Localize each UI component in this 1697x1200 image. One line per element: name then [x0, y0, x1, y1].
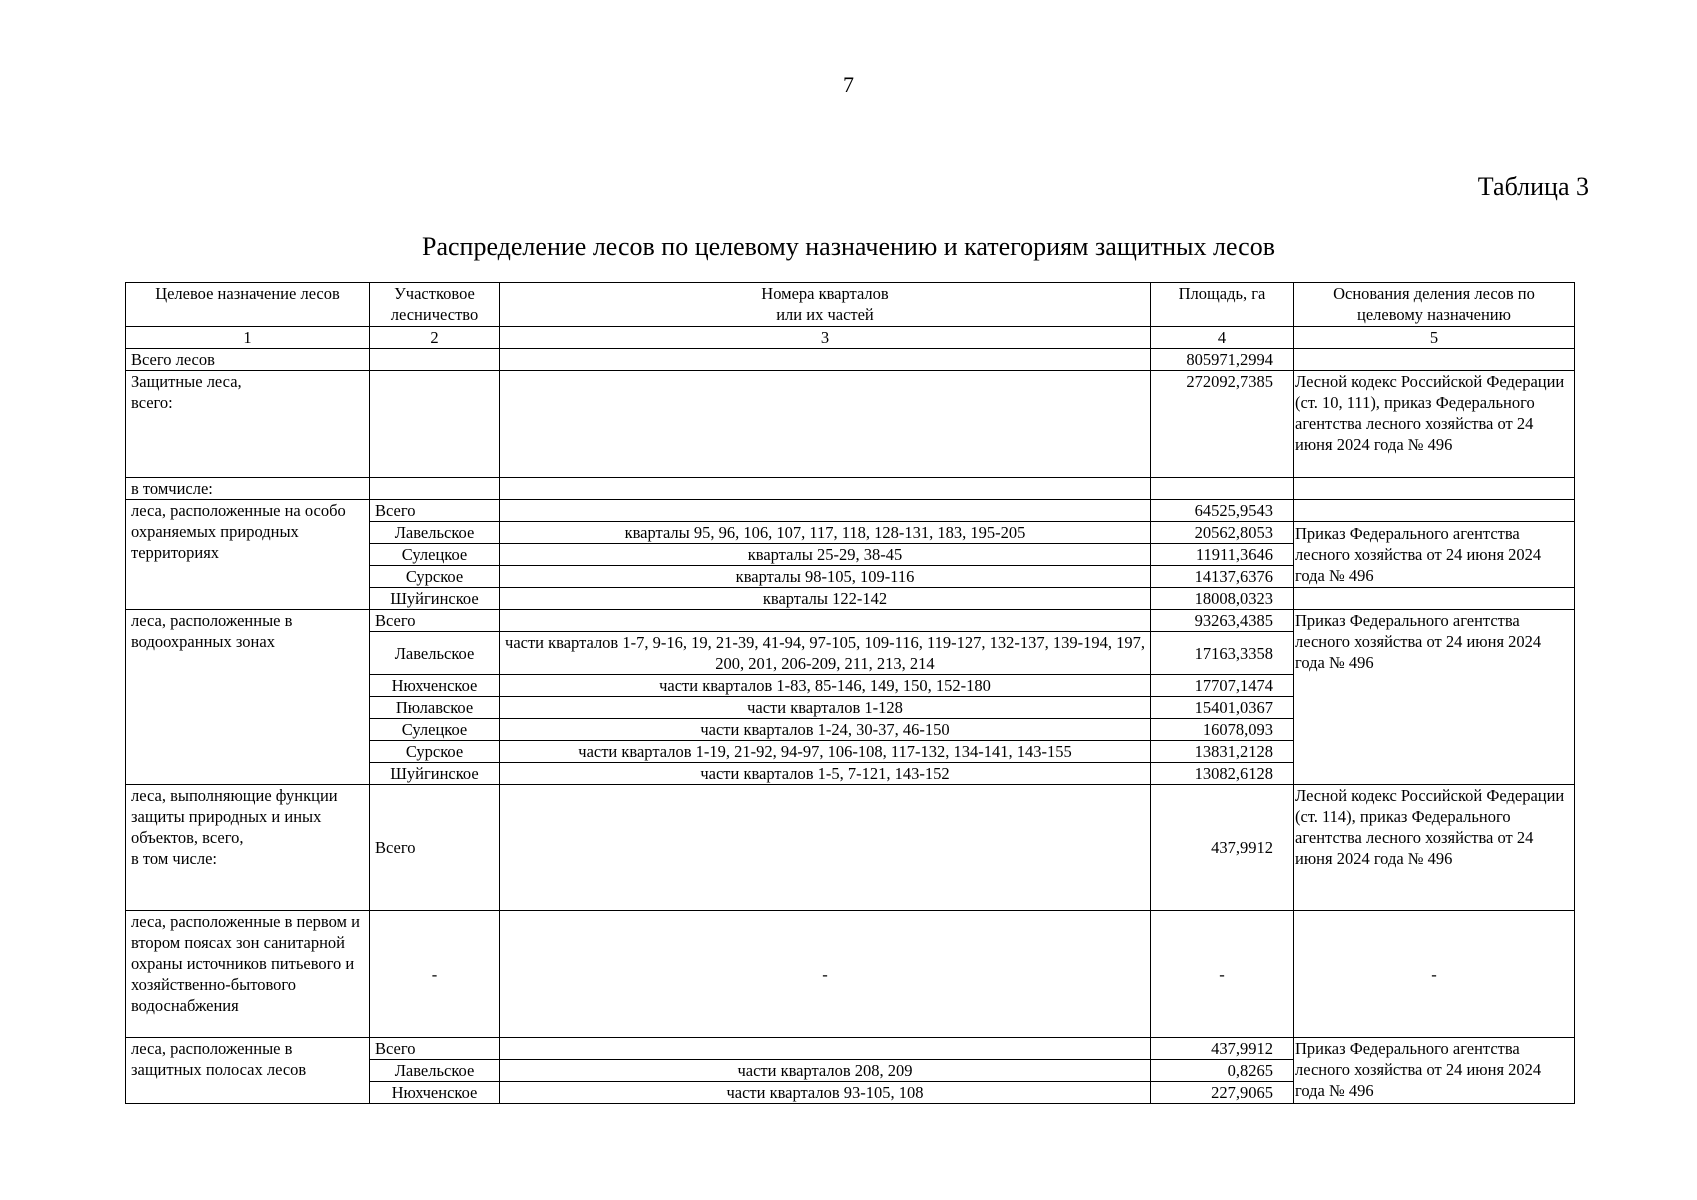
including-row [126, 478, 1575, 500]
protective-row [126, 371, 1575, 478]
quarters-cell: кварталы 95, 96, 106, 107, 117, 118, 128-131, 183, 195-205 [500, 522, 1151, 544]
column-number: 4 [1151, 327, 1294, 349]
total-row [126, 349, 1575, 371]
header-forestry: Участковое лесничество [370, 283, 500, 327]
table-row [126, 500, 1575, 522]
forestry-cell: Нюхченское [370, 675, 500, 697]
quarters-cell: части кварталов 93-105, 108 [500, 1082, 1151, 1104]
natural-basis: Лесной кодекс Российской Федерации (ст. 114), приказ Федерального агентства лесного хозяйства от 24 июня 2024 года № 496 [1294, 785, 1575, 911]
quarters-cell: кварталы 98-105, 109-116 [500, 566, 1151, 588]
protective-label: Защитные леса, всего: [126, 371, 370, 478]
forestry-cell: Всего [370, 785, 500, 911]
area-cell: 15401,0367 [1151, 697, 1294, 719]
header-purpose: Целевое назначение лесов [126, 283, 370, 327]
header-quarters-line1: Номера кварталов [761, 284, 889, 303]
forestry-cell: Шуйгинское [370, 763, 500, 785]
table-label: Таблица 3 [1477, 172, 1589, 201]
column-number: 3 [500, 327, 1151, 349]
quarters-cell [500, 500, 1151, 522]
area-cell: 0,8265 [1151, 1060, 1294, 1082]
quarters-cell: - [500, 911, 1151, 1038]
forestry-cell: Пюлавское [370, 697, 500, 719]
forestry-cell: Лавельское [370, 1060, 500, 1082]
area-cell: 13831,2128 [1151, 741, 1294, 763]
total-label: Всего лесов [126, 349, 370, 371]
header-area: Площадь, га [1151, 283, 1294, 327]
header-basis: Основания деления лесов по целевому назначению [1294, 283, 1575, 327]
quarters-cell: части кварталов 208, 209 [500, 1060, 1151, 1082]
column-numbers-row [126, 327, 1575, 349]
protective-area: 272092,7385 [1151, 371, 1294, 478]
area-cell: 20562,8053 [1151, 522, 1294, 544]
including-label: в томчисле: [126, 478, 370, 500]
quarters-cell [500, 610, 1151, 632]
quarters-cell: кварталы 122-142 [500, 588, 1151, 610]
belts-label: леса, расположенные в защитных полосах лесов [126, 1038, 370, 1104]
oopt-label: леса, расположенные на особо охраняемых природных территориях [126, 500, 370, 610]
quarters-cell: части кварталов 1-83, 85-146, 149, 150, 152-180 [500, 675, 1151, 697]
forestry-cell: Всего [370, 610, 500, 632]
area-cell: 13082,6128 [1151, 763, 1294, 785]
table-row [126, 1038, 1575, 1060]
area-cell: 18008,0323 [1151, 588, 1294, 610]
total-area: 805971,2994 [1151, 349, 1294, 371]
quarters-cell: части кварталов 1-24, 30-37, 46-150 [500, 719, 1151, 741]
forestry-cell: - [370, 911, 500, 1038]
area-cell: 93263,4385 [1151, 610, 1294, 632]
table-row [126, 911, 1575, 1038]
protective-basis: Лесной кодекс Российской Федерации (ст. 10, 111), приказ Федерального агентства лесного хозяйства от 24 июня 2024 года № 496 [1294, 371, 1575, 478]
water-label: леса, расположенные в водоохранных зонах [126, 610, 370, 785]
sanitary-basis: - [1294, 911, 1575, 1038]
area-cell: 437,9912 [1151, 785, 1294, 911]
header-quarters [500, 283, 1151, 327]
area-cell: 17707,1474 [1151, 675, 1294, 697]
forestry-cell: Сулецкое [370, 719, 500, 741]
area-cell: 64525,9543 [1151, 500, 1294, 522]
forestry-cell: Сулецкое [370, 544, 500, 566]
header-quarters-line2: или их частей [776, 305, 874, 324]
forest-distribution-table [125, 282, 1575, 1104]
forestry-cell: Сурское [370, 566, 500, 588]
table-row [126, 785, 1575, 911]
water-basis: Приказ Федерального агентства лесного хозяйства от 24 июня 2024 года № 496 [1294, 610, 1575, 785]
belts-basis: Приказ Федерального агентства лесного хозяйства от 24 июня 2024 года № 496 [1294, 1038, 1575, 1104]
area-cell: 17163,3358 [1151, 632, 1294, 675]
column-number: 5 [1294, 327, 1575, 349]
sanitary-label: леса, расположенные в первом и втором поясах зон санитарной охраны источников питьевого и хозяйственно-бытового водоснабжения [126, 911, 370, 1038]
quarters-cell: части кварталов 1-7, 9-16, 19, 21-39, 41-94, 97-105, 109-116, 119-127, 132-137, 139-194, 197, 200, 201, 206-209, 211, 213, 214 [500, 632, 1151, 675]
column-number: 2 [370, 327, 500, 349]
natural-label: леса, выполняющие функции защиты природных и иных объектов, всего, в том числе: [126, 785, 370, 911]
forestry-cell: Нюхченское [370, 1082, 500, 1104]
area-cell: 227,9065 [1151, 1082, 1294, 1104]
quarters-cell: кварталы 25-29, 38-45 [500, 544, 1151, 566]
area-cell: - [1151, 911, 1294, 1038]
table-row [126, 610, 1575, 632]
forestry-cell: Лавельское [370, 522, 500, 544]
forestry-cell: Всего [370, 1038, 500, 1060]
area-cell: 437,9912 [1151, 1038, 1294, 1060]
table-title: Распределение лесов по целевому назначению и категориям защитных лесов [422, 232, 1275, 261]
quarters-cell: части кварталов 1-5, 7-121, 143-152 [500, 763, 1151, 785]
forestry-cell: Лавельское [370, 632, 500, 675]
quarters-cell: части кварталов 1-128 [500, 697, 1151, 719]
page-number: 7 [843, 72, 854, 97]
area-cell: 16078,093 [1151, 719, 1294, 741]
forestry-cell: Всего [370, 500, 500, 522]
quarters-cell: части кварталов 1-19, 21-92, 94-97, 106-108, 117-132, 134-141, 143-155 [500, 741, 1151, 763]
area-cell: 14137,6376 [1151, 566, 1294, 588]
header-row [126, 283, 1575, 327]
forestry-cell: Шуйгинское [370, 588, 500, 610]
quarters-cell [500, 1038, 1151, 1060]
area-cell: 11911,3646 [1151, 544, 1294, 566]
column-number: 1 [126, 327, 370, 349]
forestry-cell: Сурское [370, 741, 500, 763]
oopt-basis: Приказ Федерального агентства лесного хозяйства от 24 июня 2024 года № 496 [1294, 522, 1575, 588]
